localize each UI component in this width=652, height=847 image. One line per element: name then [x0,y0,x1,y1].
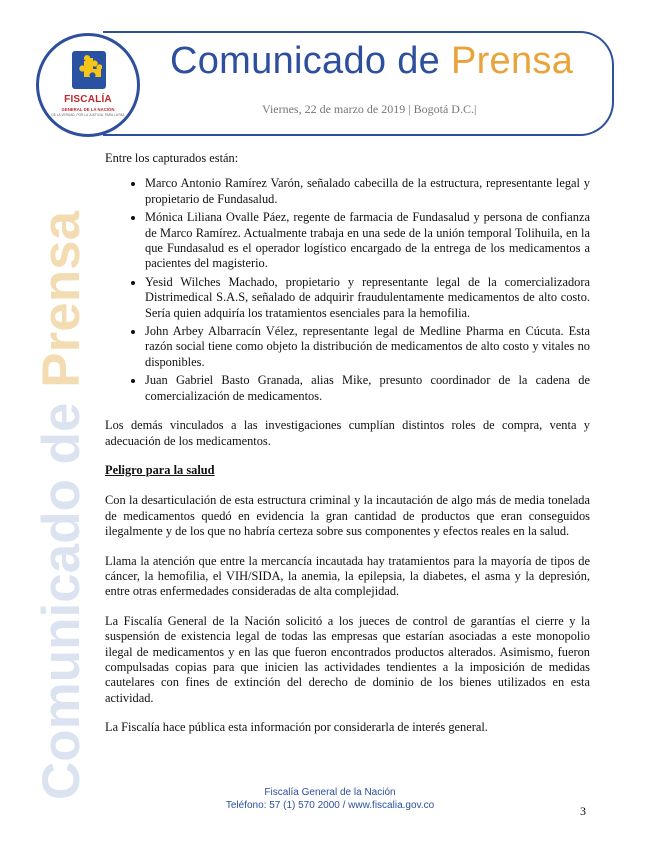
paragraph-roles: Los demás vinculados a las investigaciones cumplían distintos roles de compra, venta y adecuación de los medicamentos. [105,418,590,448]
paragraph: Llama la atención que entre la mercancía incautada hay tratamientos para la mayoría de tipos de cáncer, la hemofilia, el VIH/SIDA, la anemia, la epilepsia, la diabetes, el asma y la depresión, entre otras enfermedades consideradas de alta complejidad. [105,553,590,599]
date-line: Viernes, 22 de marzo de 2019 | Bogotá D.C.| [262,102,477,116]
logo-subtitle: GENERAL DE LA NACIÓN [61,107,115,112]
sidebar-part-1: Comunicado de [32,387,91,800]
page-number: 3 [580,804,586,818]
logo-name: FISCALÍA [64,94,112,105]
list-item: • Juan Gabriel Basto Granada, alias Mike, presunto coordinador de la cadena de comercialización de medicamentos. [145,373,590,404]
paragraph: La Fiscalía hace pública esta información por considerarla de interés general. [105,720,488,735]
list-item: • Yesid Wilches Machado, propietario y representante legal de la comercializadora Distrimedical S.A.S, señalado de adquirir fraudulentamente medicamentos de alto costo. Sería quien adquiría los tratamientos esenciales para la hemofilia. [145,275,590,321]
title-part-1: Comunicado de [170,40,451,82]
section-heading: Peligro para la salud [105,462,215,477]
list-item: • John Arbey Albarracín Vélez, representante legal de Medline Pharma en Cúcuta. Esta razón social tiene como objeto la distribución de medicamentos de alto costo y vitales no disponibles. [145,324,590,370]
puzzle-shield-icon [72,51,106,89]
footer [200,786,460,812]
paragraph: Con la desarticulación de esta estructura criminal y la incautación de algo más de media tonelada de medicamentos quedó en evidencia la gran cantidad de productos que eran conseguidos ilegalmente y de los que no habría certeza sobre sus componentes y efectos reales en la salud. [105,493,590,539]
captured-list [105,176,590,404]
paragraph: La Fiscalía General de la Nación solicitó a los jueces de control de garantías el cierre y la suspensión de existencia legal de todas las empresas que estarían asociadas a este monopolio ilegal de medicamentos y en las que fueron encontrados productos alterados. Asimismo, fueron compulsadas copias para que inicien las actividades tendientes a la imposición de medidas cautelares con fines de extinción del derecho de dominio de los bienes utilizados en esta actividad. [105,613,590,705]
intro-text: Entre los capturados están: [105,151,239,165]
footer-org: Fiscalía General de la Nación [264,787,396,798]
list-item: • Marco Antonio Ramírez Varón, señalado cabecilla de la estructura, representante legal y propietario de Fundasalud. [145,176,590,207]
footer-contact: Teléfono: 57 (1) 570 2000 / www.fiscalia.gov.co [225,800,435,811]
sidebar-part-2: Prensa [32,210,91,388]
page-title [170,40,600,83]
list-item: • Mónica Liliana Ovalle Páez, regente de farmacia de Fundasalud y persona de confianza de Marco Ramírez. Actualmente trabaja en una sede de la unión temporal Tolihuila, en la que Fundasalud es el operador logístico encargado de la entrega de los medicamentos a pacientes del magisterio. [145,210,590,272]
title-part-2: Prensa [450,40,574,82]
fiscalia-logo [36,33,140,137]
logo-motto: DE LA VERDAD, POR LA JUSTICIA, PARA LA PAZ [51,113,125,117]
vertical-sidebar-title [31,211,92,800]
document-body [105,151,590,750]
